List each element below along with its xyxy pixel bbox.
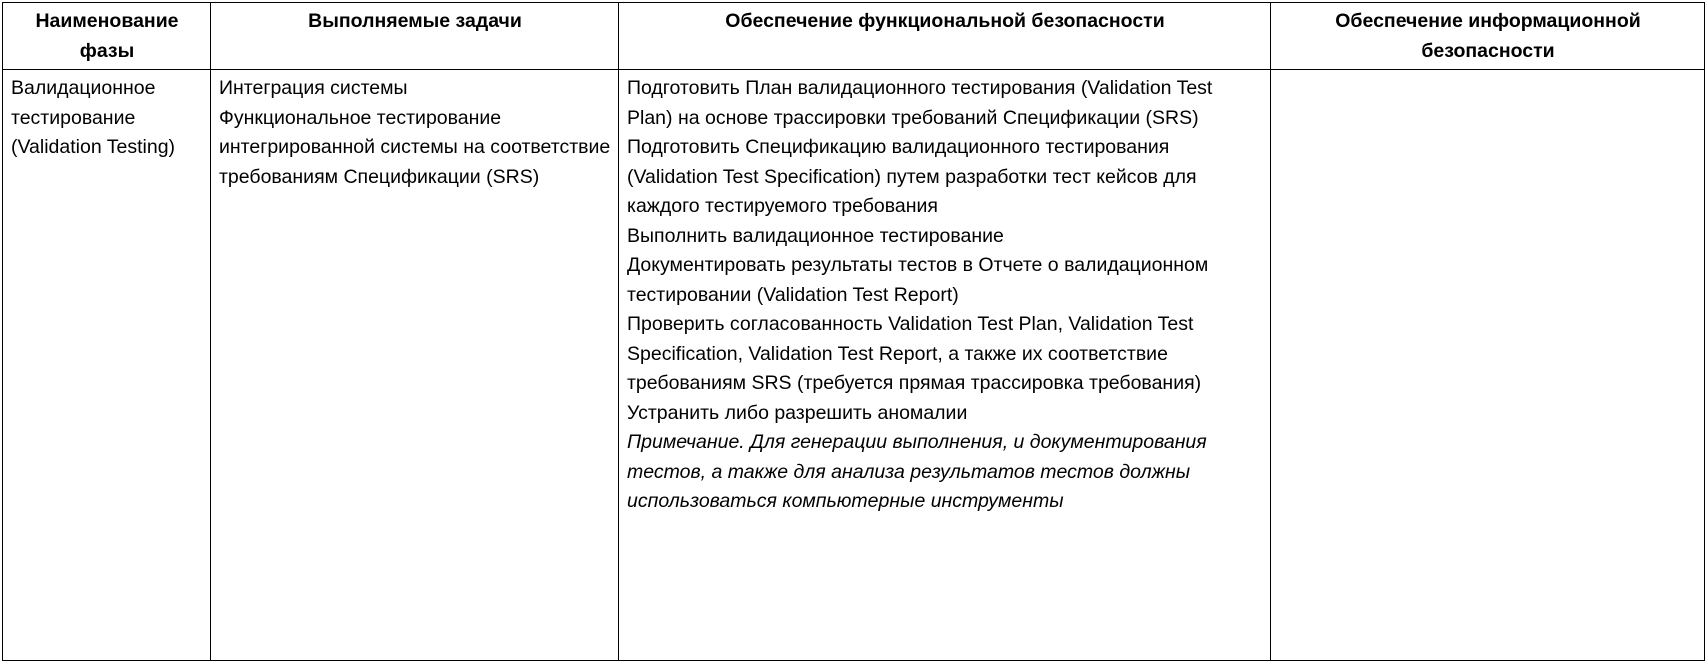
header-information-security: Обеспечение информационной безопасности [1271, 3, 1705, 70]
cell-functional-safety [619, 70, 1271, 661]
functional-safety-item: Устранить либо разрешить аномалии [627, 401, 968, 424]
phase-name-text: Валидационное тестирование (Validation Testing) [11, 77, 176, 158]
table-header-row [3, 3, 1705, 70]
task-item: Функциональное тестирование интегрированной системы на соответствие требованиям Спецификации (SRS) [219, 106, 611, 188]
header-functional-safety: Обеспечение функциональной безопасности [619, 3, 1271, 70]
table-row [3, 70, 1705, 661]
functional-safety-item: Проверить согласованность Validation Test Plan, Validation Test Specification, Validation Test Report, а также их соответствие требованиям SRS (требуется прямая трассировка требования) [627, 313, 1202, 394]
functional-safety-note: Примечание. Для генерации выполнения, и документирования тестов, а также для анализа результатов тестов должны использоваться компьютерные инструменты [627, 431, 1207, 512]
header-phase-name: Наименование фазы [3, 3, 211, 70]
functional-safety-item: Выполнить валидационное тестирование [627, 224, 1004, 247]
task-item: Интеграция системы [219, 77, 408, 99]
functional-safety-item: Подготовить Спецификацию валидационного тестирования (Validation Test Specification) путем разработки тест кейсов для каждого тестируемого требования [627, 136, 1197, 217]
cell-information-security [1271, 70, 1705, 661]
functional-safety-item: Подготовить План валидационного тестирования (Validation Test Plan) на основе трассировки требований Спецификации (SRS) [627, 77, 1213, 129]
header-tasks: Выполняемые задачи [211, 3, 619, 70]
cell-tasks [211, 70, 619, 661]
functional-safety-item: Документировать результаты тестов в Отчете о валидационном тестировании (Validation Test Report) [627, 254, 1209, 306]
cell-phase-name [3, 70, 211, 661]
phase-requirements-table [2, 2, 1705, 661]
